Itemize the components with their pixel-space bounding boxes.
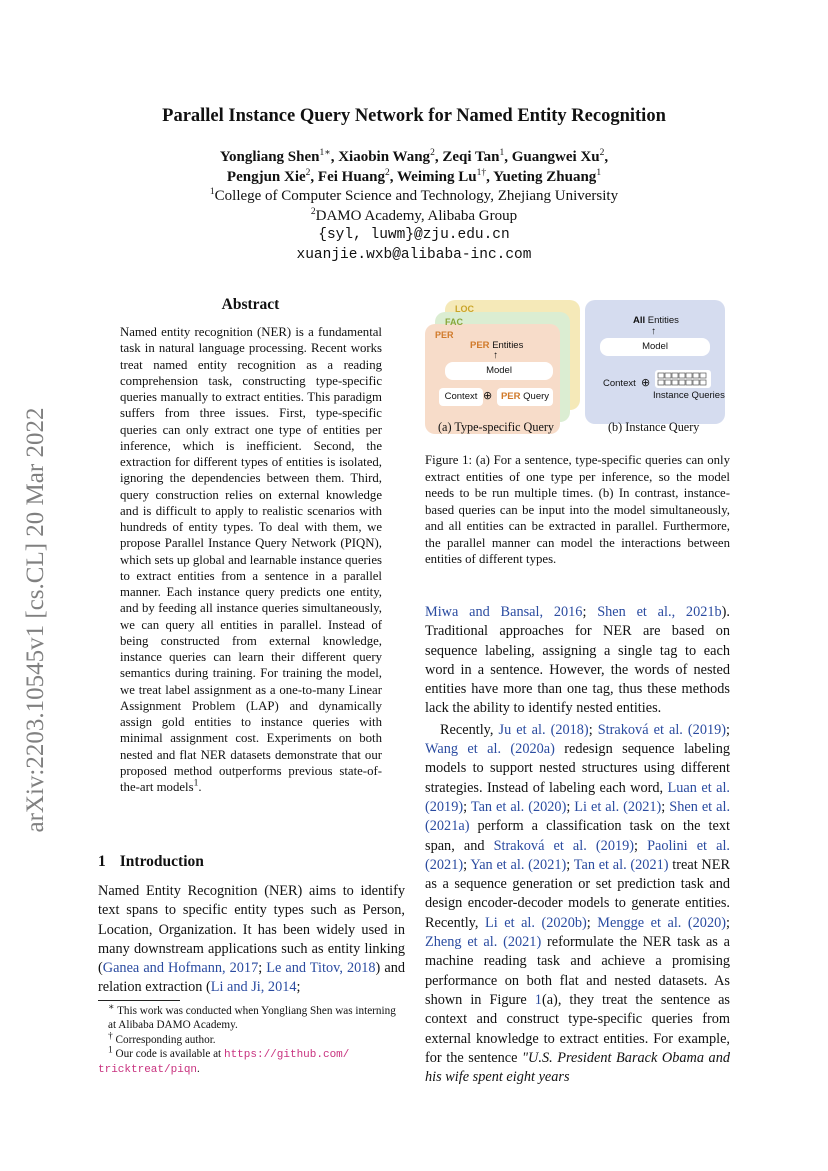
all-entities-label: All Entities	[633, 315, 679, 326]
citation-link[interactable]: Ju et al. (2018)	[498, 721, 589, 738]
example-sentence: "U.S. President Barack Obama and his wife spent eight years	[425, 1049, 731, 1086]
footnote-mark[interactable]: 1	[193, 778, 199, 789]
author-name: Guangwei Xu	[511, 149, 600, 165]
citation-link[interactable]: Tan et al. (2020)	[470, 798, 567, 815]
author-name: Pengjun Xie	[226, 168, 306, 185]
email-1: {syl, luwm}@zju.edu.cn	[318, 227, 510, 243]
author-block	[0, 148, 828, 265]
paragraph: Recently, Ju et al. (2018); Straková et al. (2019); Wang et al. (2020a) redesign sequence labeling models to support nested structures using different strategies. Instead of labeling each word, Luan et al. (2019); Tan et al. (2020); Li et al. (2021); Shen et al. (2021a) perform a classification task on the text span, and Straková et al. (2019); Paolini et al. (2021); Yan et al. (2021); Tan et al. (2021) treat NER as a sequence generation or set prediction task and design encoder-decoder models to generate entities. Recently, Li et al. (2020b); Mengge et al. (2020); Zheng et al. (2021) reformulate the NER task as a machine reading task and achieve a promising performance on both flat and nested datasets. As shown in Figure 1(a), they treat the sentence as context and construct type-specific queries from external knowledge to extract entities. For example, for the sentence "U.S. President Barack Obama and his wife spent eight years	[425, 721, 731, 1086]
query-cells-icon	[657, 372, 709, 386]
per-label: PER	[435, 330, 454, 340]
section-heading	[98, 853, 204, 871]
citation-link[interactable]: Ganea and Hofmann, 2017	[102, 960, 259, 977]
context-label: Context	[603, 378, 636, 389]
author-name: Yongliang Shen	[219, 149, 320, 165]
per-query-box: PER Query	[497, 388, 553, 406]
citation-link[interactable]: Wang et al. (2020a)	[425, 741, 555, 758]
footnote-3: $^1$ Our code is available at https://github.com/	[108, 1045, 350, 1061]
fac-label: FAC	[445, 317, 463, 327]
citation-link[interactable]: Tan et al. (2021)	[573, 856, 669, 873]
footnote-2: † Corresponding author.	[108, 1030, 216, 1046]
author-sup: 1	[596, 167, 602, 178]
author-name: Yueting Zhuang	[493, 168, 597, 185]
abstract-text: Named entity recognition (NER) is a fundamental task in natural language processing. Recent works treat named entity recognition as a reading comprehension task, constructing type-specific queries manually to extract entities. This paradigm suffers from three issues. First, type-specific queries can only extract one type of entities per inference, which is inefficient. Second, the extraction for different types of entities is isolated, ignoring the dependencies between them. Third, query construction relies on external knowledge and is difficult to apply to realistic scenarios with hundreds of entity types. To deal with them, we propose Parallel Instance Query Network (PIQN), which sets up global and learnable instance queries to extract entities from a sentence in a parallel manner. Each instance query predicts one entity, and by feeding all instance queries simultaneously, we can query all entities in parallel. Instead of being constructed from external knowledge, instance queries can learn their different query semantics during training. For training the model, we treat label assignment as a one-to-many Linear Assignment Problem (LAP) and dynamically assign gold entities to instance queries with minimal assignment cost. Experiments on both nested and flat NER datasets demonstrate that our proposed method outperforms previous state-of-the-art models	[120, 325, 382, 794]
paper-title: Parallel Instance Query Network for Named Entity Recognition	[162, 106, 666, 126]
plus-circle-icon: ⊕	[483, 390, 493, 402]
author-line-2: Pengjun Xie$^2$, Fei Huang$^2$, Weiming $Lu^{1\dagger}$, Yueting Zhuang$^1$	[226, 167, 602, 185]
footnote-3-cont: tricktreat/piqn.	[98, 1063, 200, 1077]
instance-query-grid	[655, 370, 711, 388]
intro-right-column	[425, 603, 730, 1087]
citation-link[interactable]: Li and Ji, 2014	[210, 979, 297, 996]
author-name: Zeqi Tan	[442, 149, 500, 165]
email-2: xuanjie.wxb@alibaba-inc.com	[296, 246, 532, 263]
abstract-body: Named entity recognition (NER) is a fundamental task in natural language processing. Recent works treat named entity recognition as a reading comprehension task, constructing type-specific queries manually to extract entities. This paradigm suffers from three issues. First, type-specific queries can only extract one type of entities per inference, which is inefficient. Second, the extraction for different types of entities is isolated, ignoring the dependencies between them. Third, query construction relies on external knowledge and is difficult to apply to realistic scenarios with hundreds of entity types. To deal with them, we propose Parallel Instance Query Network (PIQN), which sets up global and learnable instance queries to extract entities from a sentence in a parallel manner. Each instance query predicts one entity, and by feeding all instance queries simultaneously, we can query all entities in parallel. Instead of being constructed from external knowledge, instance queries can learn their different query semantics during training. For training the model, we treat label assignment as a one-to-many Linear Assignment Problem (LAP) and dynamically assign gold entities to instance queries with minimal assignment cost. Experiments on both nested and flat NER datasets demonstrate that our proposed method outperforms previous state-of-the-art models$^1$.	[120, 325, 382, 794]
plus-circle-icon: ⊕	[641, 377, 651, 389]
footnote-divider	[98, 1000, 180, 1001]
author-sup: 1†	[476, 167, 487, 178]
code-url-link[interactable]: tricktreat/piqn	[98, 1064, 198, 1077]
figure-1	[425, 298, 730, 438]
citation-link[interactable]: Miwa and Bansal, 2016	[425, 604, 583, 620]
citation-link[interactable]: Straková et al. (2019)	[597, 721, 727, 738]
citation-link[interactable]: Luan et al. (2019)	[425, 779, 730, 815]
figure-1a-caption: (a) Type-specific Query	[438, 420, 555, 434]
arxiv-stamp: arXiv:2203.10545v1 [cs.CL] 20 Mar 2022	[22, 407, 49, 833]
author-line-1: Yongliang Shen$^{1∗}$, Xiaobin Wang$^2$, Zeqi Tan$^1$, Guangwei Xu$^2$,	[219, 148, 609, 165]
citation-link[interactable]: Mengge et al. (2020)	[597, 914, 727, 931]
model-box: Model	[445, 362, 553, 380]
loc-label: LOC	[455, 304, 474, 314]
footnote-1: ∗ This work was conducted when Yongliang Shen was interning at Alibaba DAMO Academy.	[108, 1002, 396, 1032]
author-sup: 2	[385, 167, 390, 178]
paragraph: Miwa and Bansal, 2016; Shen et al., 2021b). Traditional approaches for NER are based on sequence labeling, assigning a single tag to each word in a sentence. However, the words of nested entities have more than one tag, thus these methods lack the ability to identify nested entities.	[425, 604, 731, 717]
section-number: 1	[98, 853, 106, 870]
citation-link[interactable]: Shen et al. (2021a)	[425, 798, 731, 835]
code-url-link[interactable]: https://github.com/	[223, 1048, 350, 1061]
citation-link[interactable]: Le and Titov, 2018	[266, 960, 376, 977]
author-sup: 2	[305, 167, 311, 178]
citation-link[interactable]: Li et al. (2021)	[574, 798, 662, 815]
intro-paragraph: Named Entity Recognition (NER) aims to identify text spans to specific entity types such as Person, Location, Organization. It has been widely used in many downstream applications such as entity linking (Ganea and Hofmann, 2017; Le and Titov, 2018) and relation extraction (Li and Ji, 2014;	[98, 883, 405, 996]
author-sup: 2	[430, 148, 435, 158]
model-box: Model	[600, 338, 710, 356]
author-sup: 1∗	[319, 148, 331, 158]
affiliation-2: $^2$DAMO Academy, Alibaba Group	[310, 206, 518, 224]
footnotes	[98, 1004, 405, 1077]
arrow-up-icon: ↑	[651, 326, 656, 337]
section-title: Introduction	[119, 853, 204, 870]
instance-queries-label: Instance Queries	[653, 390, 725, 401]
citation-link[interactable]: Li et al. (2020b)	[485, 914, 587, 931]
affiliation-1: $^1$College of Computer Science and Technology, Zhejiang University	[209, 187, 619, 204]
citation-link[interactable]: Yan et al. (2021)	[470, 856, 567, 873]
author-name: Weiming Lu	[397, 168, 477, 185]
per-entities-label: PER Entities	[470, 340, 524, 351]
citation-link[interactable]: Paolini et al. (2021)	[425, 837, 730, 873]
citation-link[interactable]: Zheng et al. (2021)	[425, 934, 542, 951]
citation-link[interactable]: Shen et al., 2021b	[597, 604, 722, 620]
figure-1-caption: Figure 1: (a) For a sentence, type-specific queries can only extract entities of one type per inference, so the model needs to be run multiple times. (b) In contrast, instance-based queries can be input into the model simultaneously, and all entities can be extracted in parallel. Furthermore, the parallel manner can model the interactions between entities of different types.	[425, 453, 730, 566]
author-name: Xiaobin Wang	[338, 149, 431, 165]
context-box: Context	[439, 388, 483, 406]
figure-1b-caption: (b) Instance Query	[608, 420, 700, 434]
author-name: Fei Huang	[317, 168, 386, 185]
author-sup: 1	[499, 148, 505, 158]
figure-ref-link[interactable]: 1	[534, 991, 542, 1008]
arrow-up-icon: ↑	[493, 350, 498, 361]
citation-link[interactable]: Straková et al. (2019)	[493, 837, 635, 854]
abstract-heading: Abstract	[221, 296, 280, 313]
author-sup: 2	[599, 148, 605, 158]
